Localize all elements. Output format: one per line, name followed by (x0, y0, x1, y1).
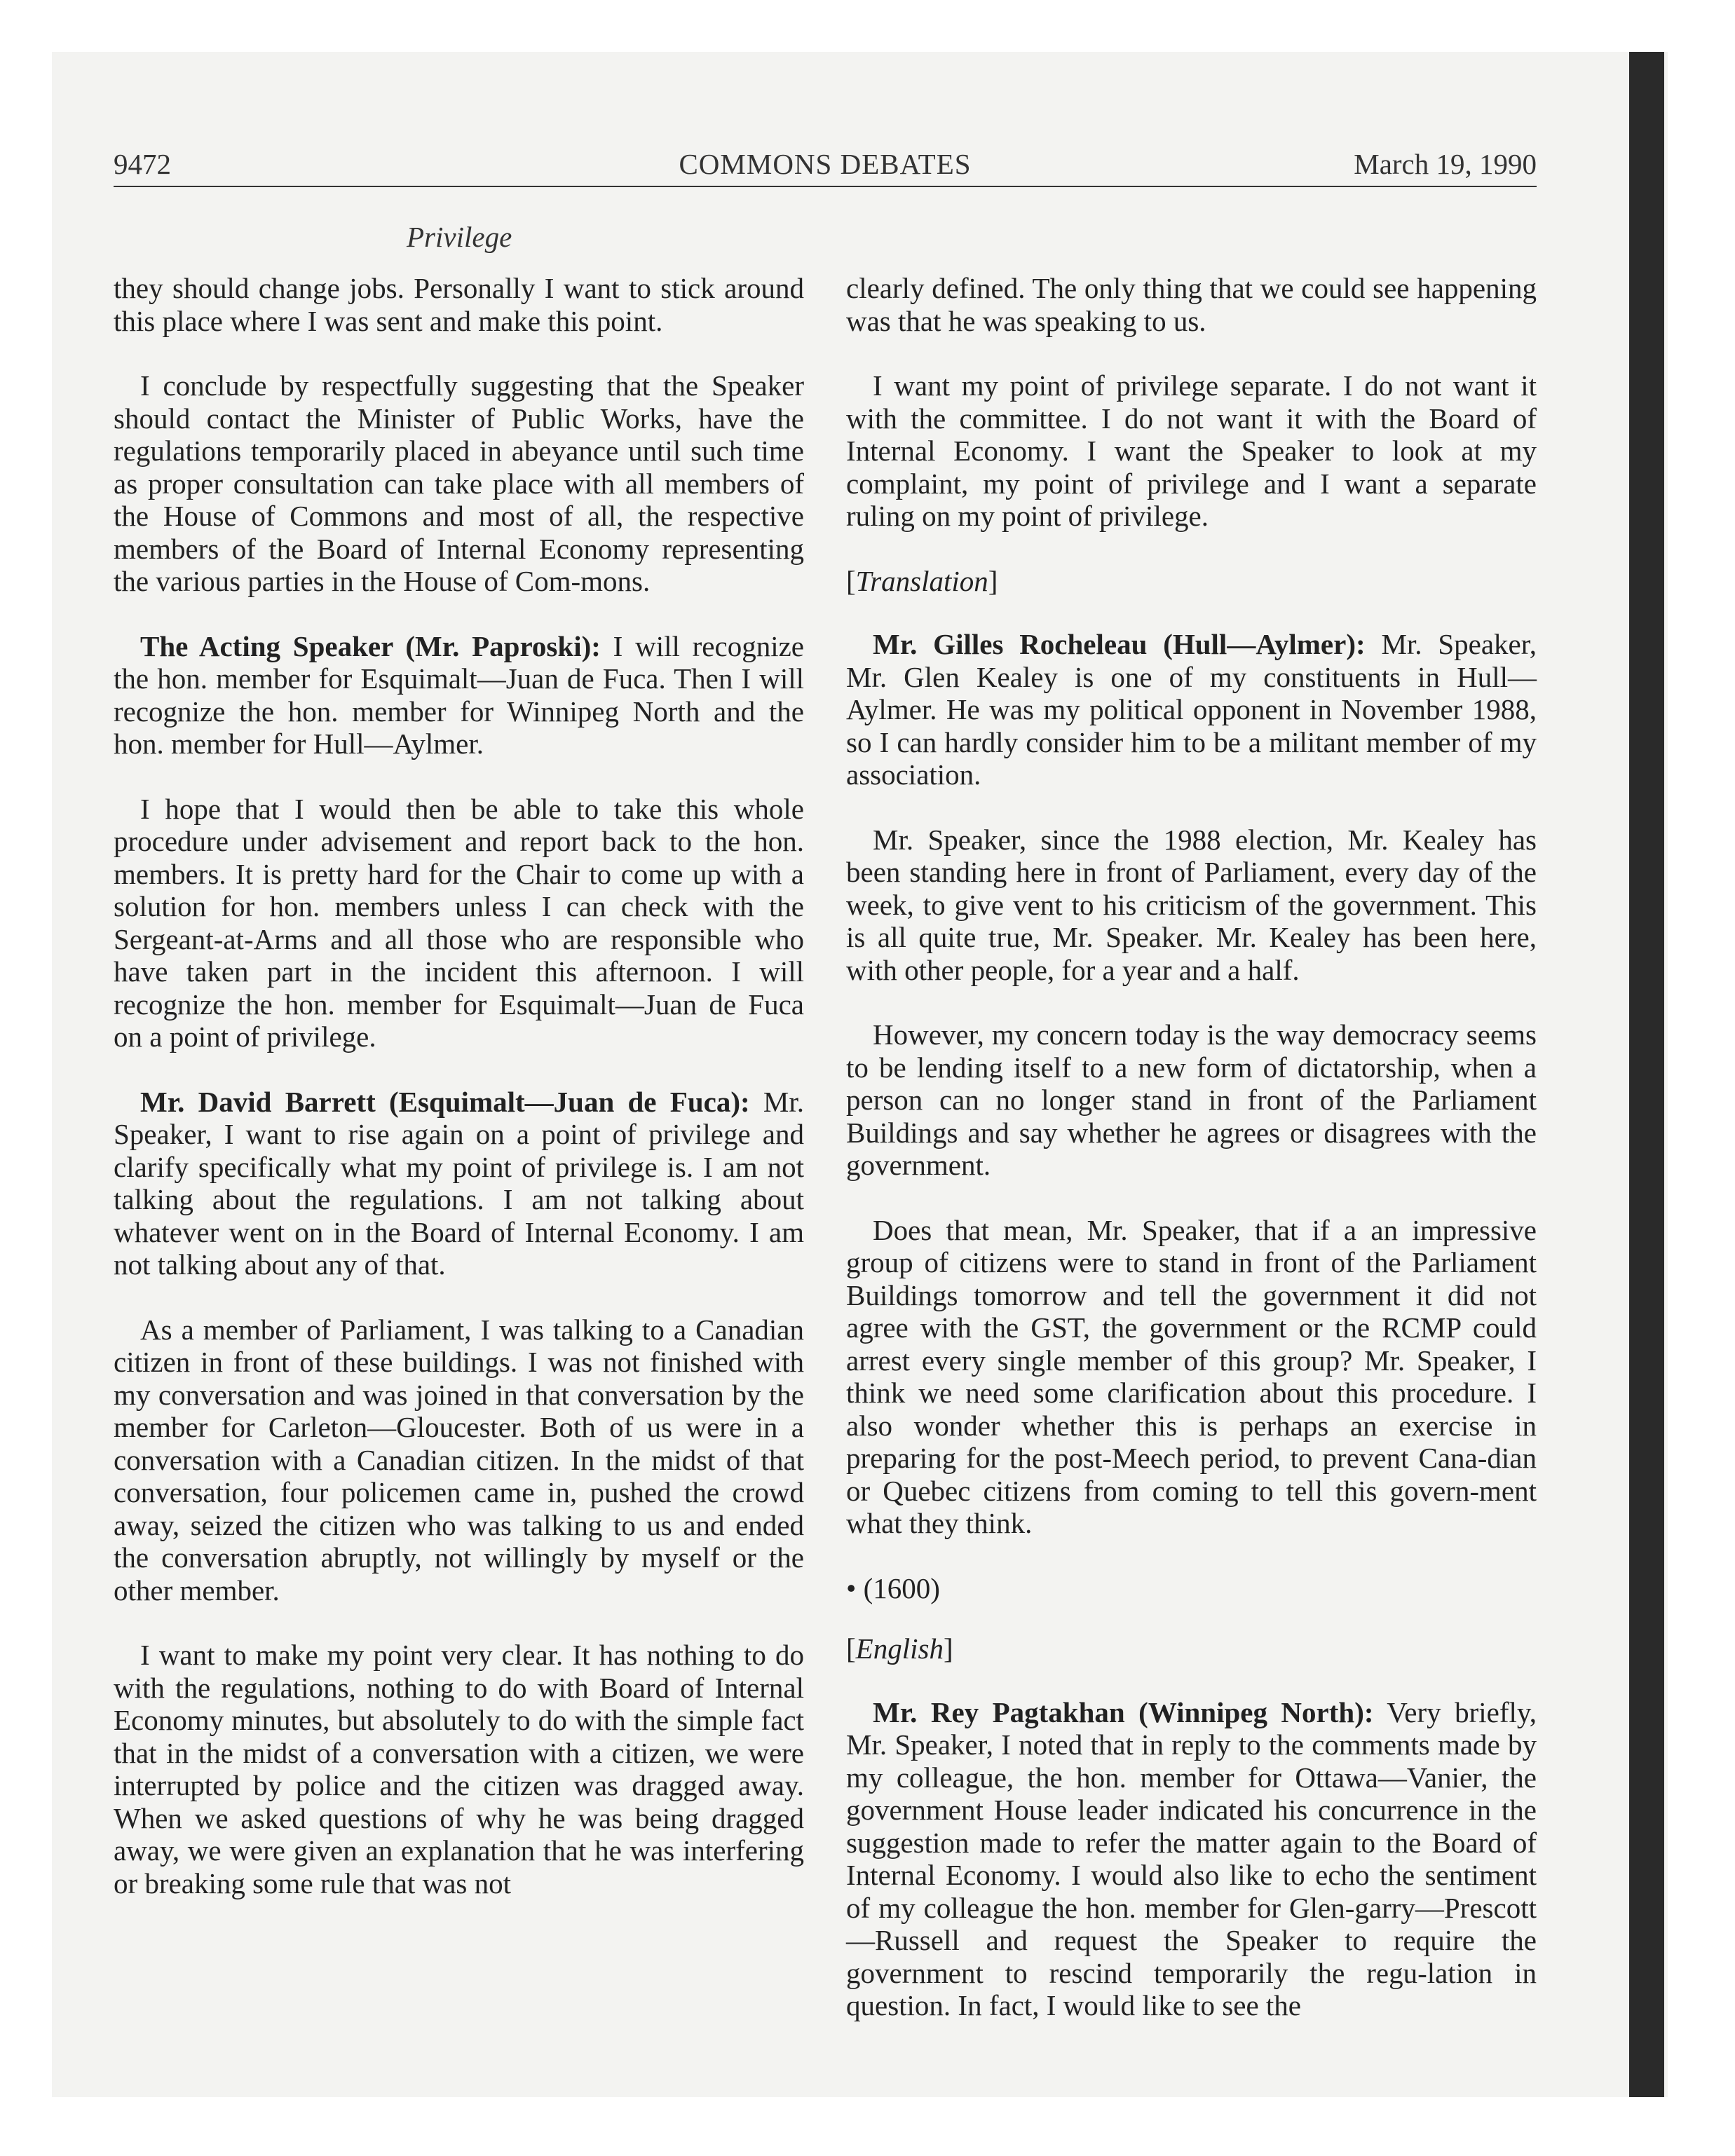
paragraph (114, 1086, 804, 1281)
language-tag (846, 1632, 1537, 1665)
paragraph: However, my concern today is the way democracy seems to be lending itself to a new form of dictatorship, when a person can no longer stand in front of the Parliament Buildings and say whether he agrees or disagrees with the government. (846, 1018, 1537, 1181)
speaker-name: Mr. David Barrett (Esquimalt—Juan de Fuca): (140, 1085, 750, 1118)
paragraph (846, 628, 1537, 791)
left-column (114, 272, 804, 1932)
scan-edge-bar (1629, 52, 1664, 2097)
paragraph (846, 1696, 1537, 2022)
paragraph: clearly defined. The only thing that we could see happening was that he was speaking to us. (846, 272, 1537, 337)
speech-text: Mr. Speaker, I want to rise again on a point of privilege and clarify specifically what my point of privilege is. I am not talking about the regulations. I am not talking about whatever went on in the Board of Internal Economy. I am not talking about any of that. (114, 1085, 804, 1281)
paragraph: Mr. Speaker, since the 1988 election, Mr. Kealey has been standing here in front of Parliament, every day of the week, to give vent to his criticism of the government. This is all quite true, Mr. Speaker. Mr. Kealey has been here, with other people, for a year and a half. (846, 823, 1537, 986)
paragraph: Does that mean, Mr. Speaker, that if a an impressive group of citizens were to stand in front of the Parliament Buildings tomorrow and tell the government it did not agree with the GST, the government or the RCMP could arrest every single member of this group? Mr. Speaker, I think we need some clarification about this procedure. I also wonder whether this is perhaps an exercise in preparing for the post-Meech period, to prevent Cana-dian or Quebec citizens from coming to tell this govern-ment what they think. (846, 1213, 1537, 1539)
paragraph: As a member of Parliament, I was talking to a Canadian citizen in front of these buildings. I was not finished with my conversation and was joined in that conversation by the member for Carleton—Gloucester. Both of us were in a conversation with a Canadian citizen. In the midst of that conversation, four policemen came in, pushed the crowd away, seized the citizen who was talking to us and ended the conversation abruptly, not willingly by myself or the other member. (114, 1313, 804, 1606)
speaker-name: Mr. Gilles Rocheleau (Hull—Aylmer): (873, 628, 1366, 660)
bracket-close: ] (988, 564, 998, 597)
speech-text: Mr. Speaker, Mr. Glen Kealey is one of my constituents in Hull—Aylmer. He was my political opponent in November 1988, so I can hardly consider him to be a militant member of my association. (846, 628, 1537, 791)
speech-text: Very briefly, Mr. Speaker, I noted that in reply to the comments made by my colleague, the hon. member for Ottawa—Vanier, the government House leader indicated his concurrence in the suggestion made to refer the matter again to the Board of Internal Economy. I would also like to echo the sentiment of my colleague the hon. member for Glen-garry—Prescott—Russell and request the Speaker to require the government to rescind temporarily the regu-lation in question. In fact, I would like to see the (846, 1696, 1537, 2021)
speaker-name: The Acting Speaker (Mr. Paproski): (140, 629, 601, 662)
speaker-name: Mr. Rey Pagtakhan (Winnipeg North): (873, 1696, 1374, 1728)
page-header (114, 147, 1537, 186)
bracket-open: [ (846, 1632, 856, 1665)
language-tag (846, 565, 1537, 598)
paragraph: I conclude by respectfully suggesting that the Speaker should contact the Minister of Public Works, have the regulations temporarily placed in abeyance until such time as proper consultation can take place with all members of the House of Commons and most of all, the respective members of the Board of Internal Economy representing the various parties in the House of Com-mons. (114, 369, 804, 597)
time-marker: • (1600) (846, 1571, 940, 1604)
bracket-open: [ (846, 564, 856, 597)
right-column (846, 272, 1537, 2054)
header-rule (114, 186, 1537, 187)
language-tag-text: Translation (855, 564, 988, 597)
paragraph (114, 630, 804, 760)
paragraph: I want to make my point very clear. It has nothing to do with the regulations, nothing to do with Board of Internal Economy minutes, but absolutely to do with the simple fact that in the midst of a conversation with a citizen, we were interrupted by police and the citizen was dragged away. When we asked questions of why he was being dragged away, we were given an explanation that he was interfering or breaking some rule that was not (114, 1639, 804, 1899)
paragraph: I want my point of privilege separate. I do not want it with the committee. I do not want it with the Board of Internal Economy. I want the Speaker to look at my complaint, my point of privilege and I want a separate ruling on my point of privilege. (846, 369, 1537, 532)
speech-text: I will recognize the hon. member for Esquimalt—Juan de Fuca. Then I will recognize the hon. member for Winnipeg North and the hon. member for Hull—Aylmer. (114, 629, 804, 760)
section-heading: Privilege (407, 221, 512, 253)
paragraph: I hope that I would then be able to take this whole procedure under advisement and report back to the hon. members. It is pretty hard for the Chair to come up with a solution for hon. members unless I can check with the Sergeant-at-Arms and all those who are responsible who have taken part in the incident this afternoon. I will recognize the hon. member for Esquimalt—Juan de Fuca on a point of privilege. (114, 792, 804, 1053)
publication-title: COMMONS DEBATES (679, 148, 972, 180)
publication-date: March 19, 1990 (1354, 148, 1537, 180)
bracket-close: ] (943, 1632, 953, 1665)
paragraph: they should change jobs. Personally I want to stick around this place where I was sent and make this point. (114, 272, 804, 337)
language-tag-text: English (855, 1632, 944, 1665)
page-number: 9472 (114, 148, 171, 180)
